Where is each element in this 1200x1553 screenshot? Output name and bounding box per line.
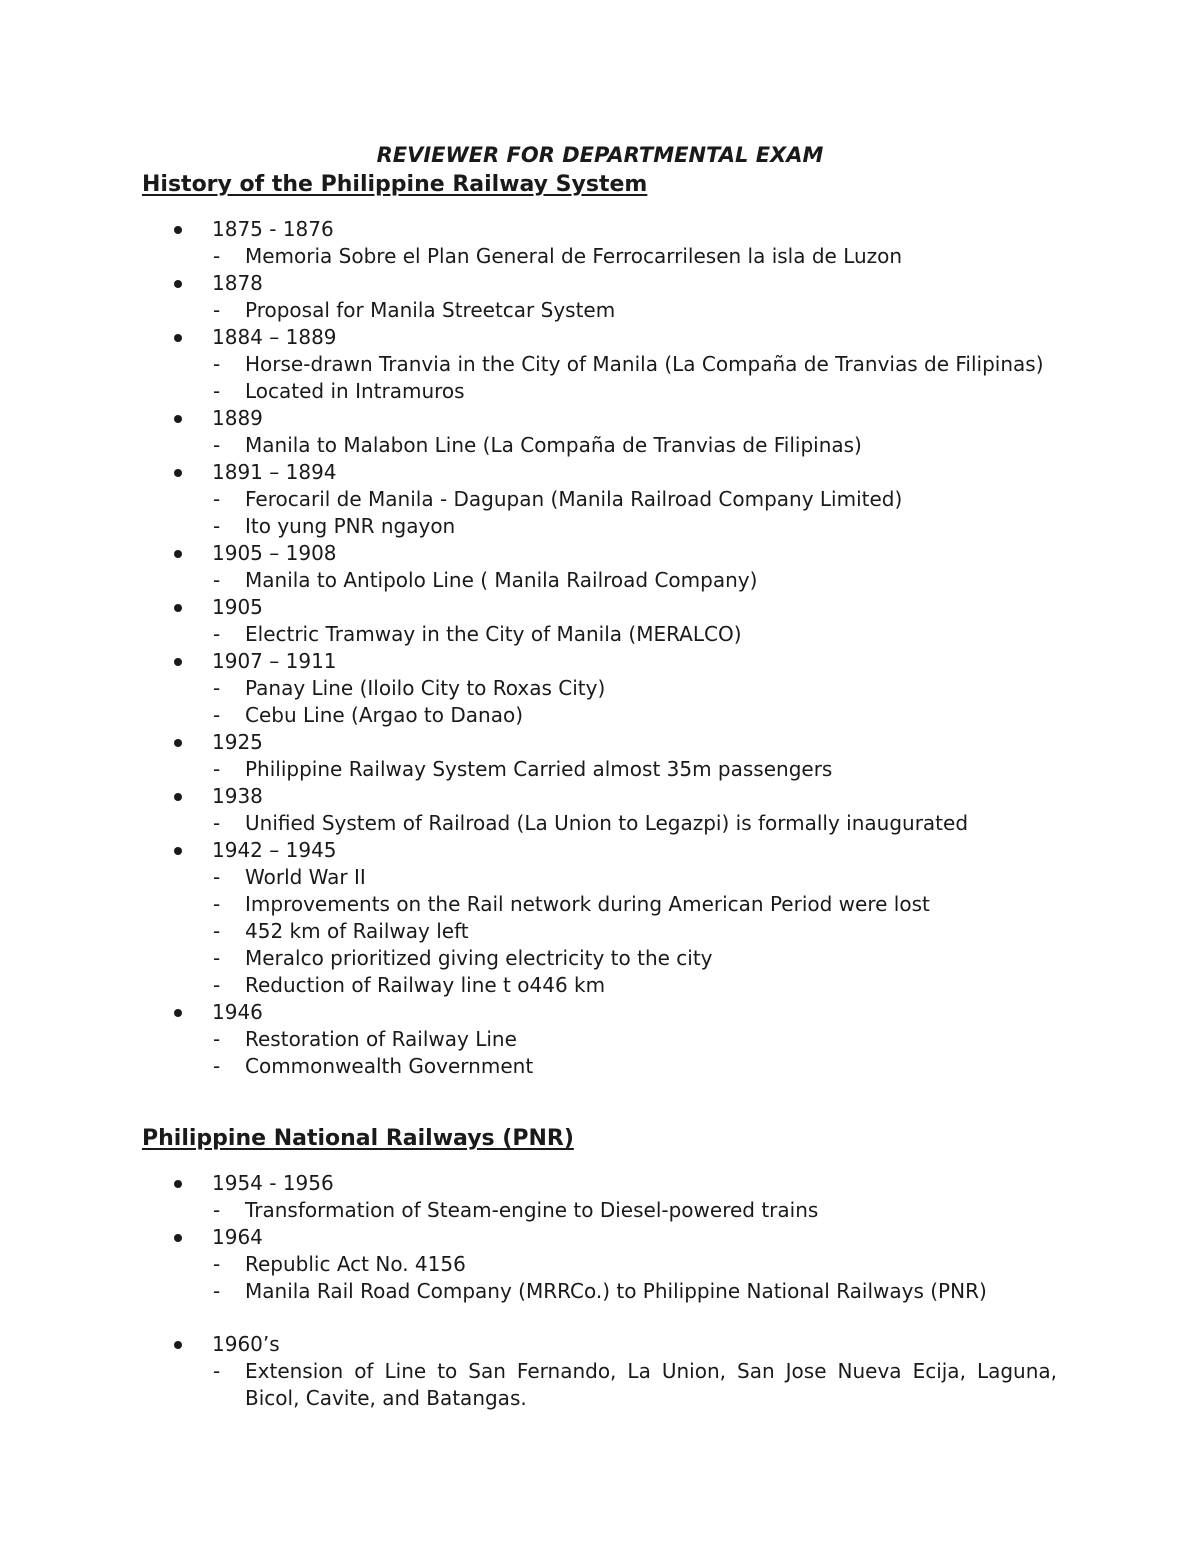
bullet-line: [0, 783, 1200, 810]
sub-item: [0, 378, 1200, 405]
bullet-line: [0, 270, 1200, 297]
entry-year: 1925: [212, 730, 263, 754]
sub-item-text: Ferocaril de Manila - Dagupan (Manila Railroad Company Limited): [245, 487, 903, 511]
bullet-line: [0, 648, 1200, 675]
sub-item-text: Commonwealth Government: [245, 1054, 534, 1078]
dash-marker: -: [213, 1359, 221, 1383]
bullet-dot-icon: [174, 415, 182, 423]
sub-item: [0, 891, 1200, 918]
dash-marker: -: [213, 514, 221, 538]
sub-item-text: Reduction of Railway line t o446 km: [245, 973, 606, 997]
bullet-line: [0, 405, 1200, 432]
sub-item: [0, 432, 1200, 459]
dash-marker: -: [213, 244, 221, 268]
bullet-line: [0, 216, 1200, 243]
dash-marker: -: [213, 892, 221, 916]
sub-item-text: Ito yung PNR ngayon: [245, 514, 456, 538]
bullet-dot-icon: [174, 793, 182, 801]
dash-marker: -: [213, 1198, 221, 1222]
sub-item-text: Republic Act No. 4156: [245, 1252, 466, 1276]
sub-item-text: Transformation of Steam-engine to Diesel-powered trains: [245, 1198, 819, 1222]
entry-year: 1889: [212, 406, 263, 430]
sub-item: [0, 567, 1200, 594]
bullet-line: [0, 540, 1200, 567]
entry-year: 1907 – 1911: [212, 649, 337, 673]
timeline-entry: [0, 783, 1200, 837]
timeline-entry: [0, 270, 1200, 324]
timeline-entry: [0, 324, 1200, 405]
dash-marker: -: [213, 1027, 221, 1051]
entry-year: 1905: [212, 595, 263, 619]
sub-item-text: Memoria Sobre el Plan General de Ferrocarrilesen la isla de Luzon: [245, 244, 903, 268]
timeline-entry: [0, 459, 1200, 540]
dash-marker: -: [213, 973, 221, 997]
dash-marker: -: [213, 703, 221, 727]
bullet-dot-icon: [174, 1234, 182, 1242]
sub-item-text: World War II: [245, 865, 366, 889]
bullet-line: [0, 459, 1200, 486]
timeline-entry: [0, 999, 1200, 1080]
history-timeline-list: [0, 216, 1200, 1080]
sub-item: [0, 1358, 1200, 1412]
timeline-entry: [0, 594, 1200, 648]
bullet-dot-icon: [174, 334, 182, 342]
dash-marker: -: [213, 352, 221, 376]
sub-item-text: Restoration of Railway Line: [245, 1027, 517, 1051]
timeline-entry: [0, 837, 1200, 999]
sub-item-text: Manila Rail Road Company (MRRCo.) to Philippine National Railways (PNR): [245, 1279, 987, 1303]
entry-year: 1938: [212, 784, 263, 808]
bullet-line: [0, 324, 1200, 351]
bullet-dot-icon: [174, 280, 182, 288]
sub-item: [0, 1197, 1200, 1224]
dash-marker: -: [213, 568, 221, 592]
bullet-dot-icon: [174, 550, 182, 558]
timeline-entry: [0, 216, 1200, 270]
dash-marker: -: [213, 1054, 221, 1078]
sub-item: [0, 945, 1200, 972]
bullet-dot-icon: [174, 1180, 182, 1188]
sub-item-text: Extension of Line to San Fernando, La Union, San Jose Nueva Ecija, Laguna, Bicol, Cavite, and Batangas.: [245, 1359, 1057, 1410]
sub-item-text: Manila to Antipolo Line ( Manila Railroad Company): [245, 568, 758, 592]
bullet-dot-icon: [174, 847, 182, 855]
dash-marker: -: [213, 757, 221, 781]
sub-item: [0, 243, 1200, 270]
entry-year: 1905 – 1908: [212, 541, 337, 565]
sub-item: [0, 1026, 1200, 1053]
dash-marker: -: [213, 433, 221, 457]
entry-year: 1884 – 1889: [212, 325, 337, 349]
entry-year: 1875 - 1876: [212, 217, 334, 241]
bullet-line: [0, 1170, 1200, 1197]
sub-item-text: Located in Intramuros: [245, 379, 465, 403]
dash-marker: -: [213, 379, 221, 403]
section-heading-history: History of the Philippine Railway System: [142, 172, 648, 197]
timeline-entry: [0, 1331, 1200, 1412]
sub-item: [0, 297, 1200, 324]
dash-marker: -: [213, 676, 221, 700]
section-heading-pnr: Philippine National Railways (PNR): [142, 1126, 574, 1151]
sub-item: [0, 1251, 1200, 1278]
sub-item-text: Panay Line (Iloilo City to Roxas City): [245, 676, 606, 700]
bullet-line: [0, 837, 1200, 864]
sub-item: [0, 756, 1200, 783]
sub-item: [0, 351, 1200, 378]
bullet-dot-icon: [174, 1009, 182, 1017]
sub-item: [0, 621, 1200, 648]
timeline-entry: [0, 729, 1200, 783]
dash-marker: -: [213, 487, 221, 511]
timeline-entry: [0, 540, 1200, 594]
sub-item-text: 452 km of Railway left: [245, 919, 469, 943]
bullet-dot-icon: [174, 469, 182, 477]
sub-item: [0, 702, 1200, 729]
sub-item-text: Manila to Malabon Line (La Compaña de Tranvias de Filipinas): [245, 433, 862, 457]
entry-year: 1942 – 1945: [212, 838, 337, 862]
bullet-dot-icon: [174, 658, 182, 666]
timeline-entry: [0, 1224, 1200, 1305]
pnr-timeline-list: [0, 1170, 1200, 1412]
sub-item: [0, 486, 1200, 513]
bullet-line: [0, 1224, 1200, 1251]
entry-year: 1954 - 1956: [212, 1171, 334, 1195]
sub-item-text: Philippine Railway System Carried almost 35m passengers: [245, 757, 833, 781]
sub-item: [0, 513, 1200, 540]
sub-item-text: Improvements on the Rail network during American Period were lost: [245, 892, 930, 916]
sub-item: [0, 918, 1200, 945]
dash-marker: -: [213, 1252, 221, 1276]
sub-item-text: Unified System of Railroad (La Union to Legazpi) is formally inaugurated: [245, 811, 969, 835]
bullet-dot-icon: [174, 604, 182, 612]
entry-year: 1960’s: [212, 1332, 280, 1356]
sub-item: [0, 1278, 1200, 1305]
sub-item-text: Meralco prioritized giving electricity to the city: [245, 946, 713, 970]
sub-item: [0, 810, 1200, 837]
sub-item-text: Cebu Line (Argao to Danao): [245, 703, 523, 727]
bullet-dot-icon: [174, 226, 182, 234]
bullet-line: [0, 729, 1200, 756]
timeline-entry: [0, 1170, 1200, 1224]
dash-marker: -: [213, 919, 221, 943]
dash-marker: -: [213, 946, 221, 970]
dash-marker: -: [213, 298, 221, 322]
bullet-line: [0, 999, 1200, 1026]
sub-item: [0, 1053, 1200, 1080]
entry-year: 1964: [212, 1225, 263, 1249]
dash-marker: -: [213, 865, 221, 889]
timeline-entry: [0, 648, 1200, 729]
bullet-dot-icon: [174, 739, 182, 747]
dash-marker: -: [213, 811, 221, 835]
sub-item: [0, 972, 1200, 999]
sub-item: [0, 675, 1200, 702]
dash-marker: -: [213, 1279, 221, 1303]
document-title: REVIEWER FOR DEPARTMENTAL EXAM: [376, 143, 824, 167]
bullet-line: [0, 594, 1200, 621]
entry-year: 1878: [212, 271, 263, 295]
timeline-entry: [0, 405, 1200, 459]
sub-item-text: Electric Tramway in the City of Manila (MERALCO): [245, 622, 742, 646]
entry-year: 1946: [212, 1000, 263, 1024]
bullet-line: [0, 1331, 1200, 1358]
sub-item-text: Proposal for Manila Streetcar System: [245, 298, 616, 322]
dash-marker: -: [213, 622, 221, 646]
sub-item: [0, 864, 1200, 891]
bullet-dot-icon: [174, 1341, 182, 1349]
entry-year: 1891 – 1894: [212, 460, 337, 484]
sub-item-text: Horse-drawn Tranvia in the City of Manila (La Compaña de Tranvias de Filipinas): [245, 352, 1044, 376]
